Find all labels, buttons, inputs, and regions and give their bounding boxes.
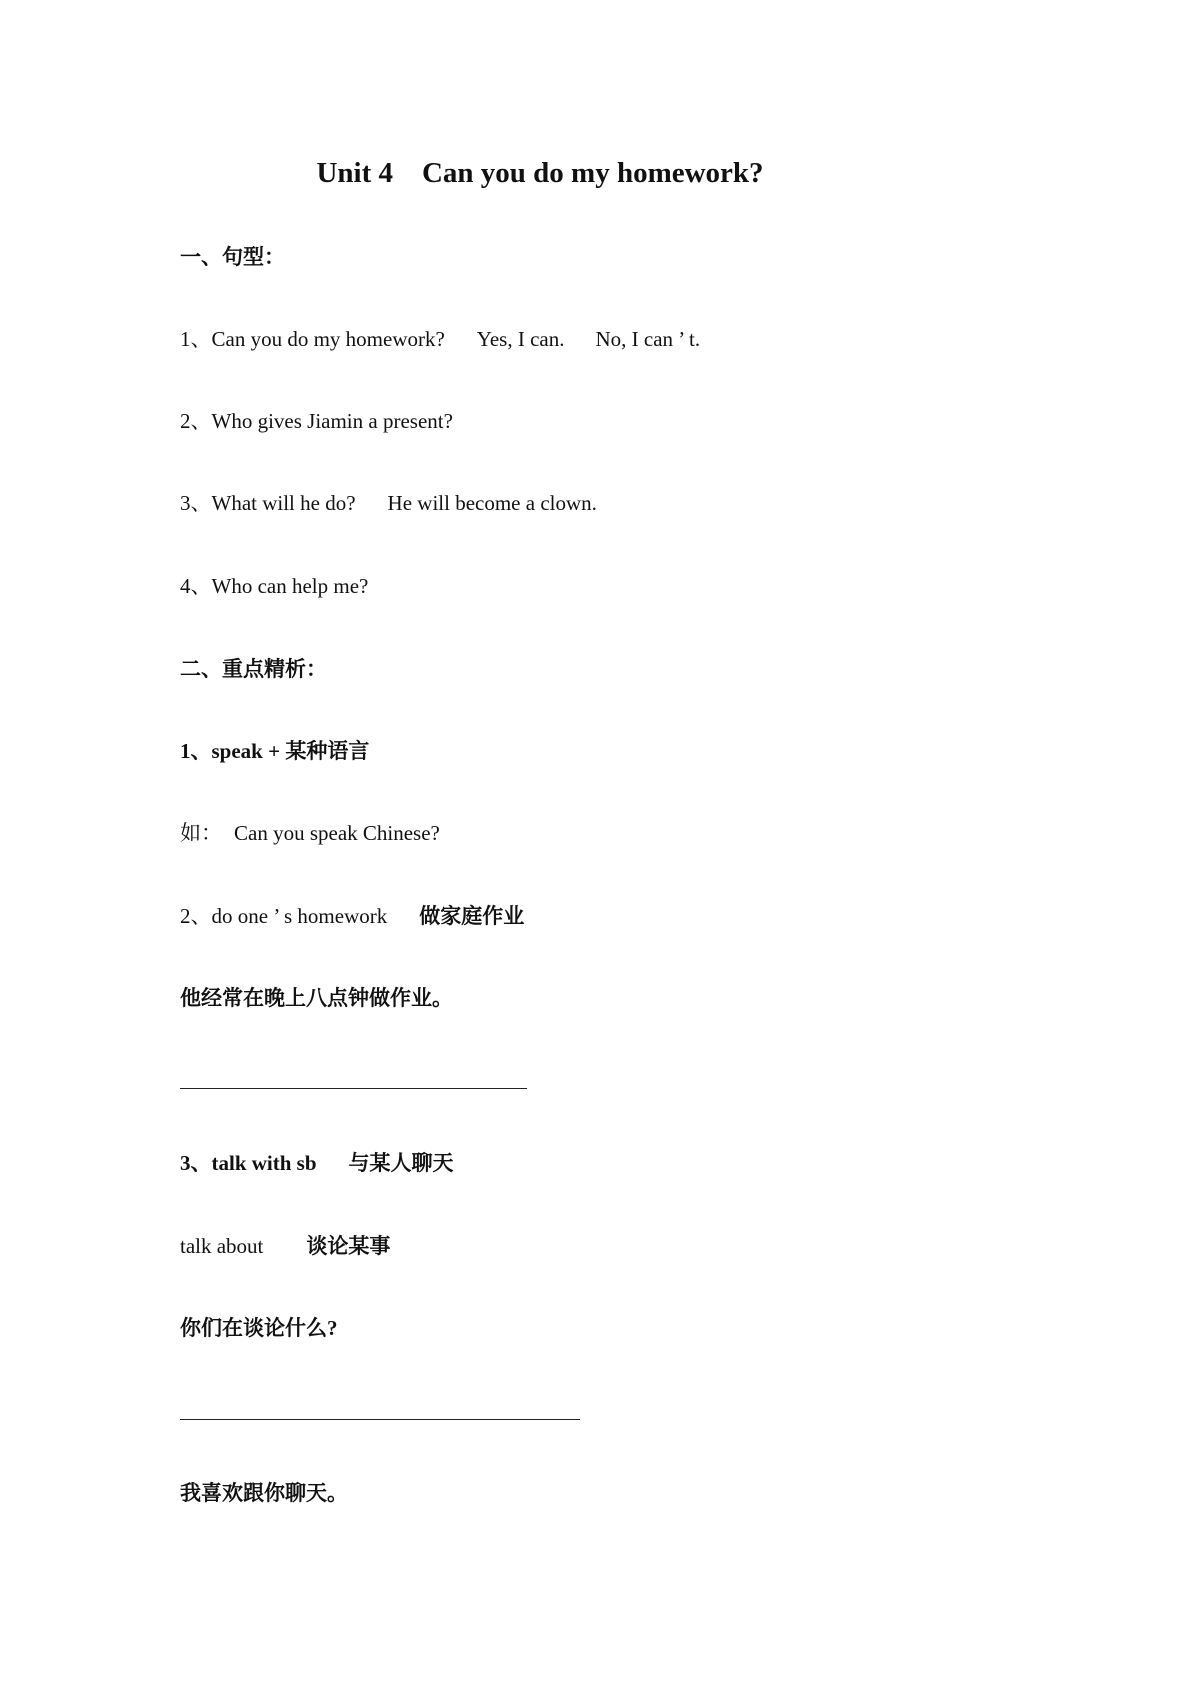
answer-blank-2[interactable]	[180, 1419, 580, 1420]
item-answer: He will become a clown.	[387, 491, 597, 515]
example-text: Can you speak Chinese?	[234, 821, 440, 845]
point-chinese: 某种语言	[285, 739, 370, 763]
example-label: 如：	[180, 821, 222, 845]
section-heading-sentence-patterns: 一、句型：	[180, 245, 285, 269]
key-point-2	[180, 902, 524, 930]
point-chinese: 做家庭作业	[419, 904, 525, 928]
point-english: talk with sb	[211, 1151, 317, 1175]
sentence-item-1	[180, 325, 700, 353]
item-text: Who can help me?	[211, 574, 369, 598]
phrase-english: talk about	[180, 1234, 264, 1258]
point-number: 1、	[180, 739, 212, 763]
key-point-1	[180, 737, 369, 765]
point-number: 3、	[180, 1151, 212, 1175]
item-text: Who gives Jiamin a present?	[211, 409, 453, 433]
translation-prompt-1: 他经常在晚上八点钟做作业。	[180, 986, 453, 1010]
item-number: 3、	[180, 491, 212, 515]
sentence-item-3	[180, 489, 597, 517]
point-english: speak +	[211, 739, 286, 763]
point-chinese: 与某人聊天	[348, 1151, 454, 1175]
item-text: What will he do?	[211, 491, 356, 515]
translation-prompt-2: 你们在谈论什么?	[180, 1316, 338, 1340]
sentence-item-2	[180, 407, 453, 435]
item-text: Can you do my homework?	[211, 327, 445, 351]
item-number: 2、	[180, 409, 212, 433]
sentence-item-4	[180, 572, 368, 600]
talk-about-line	[180, 1232, 390, 1260]
answer-blank-1[interactable]	[180, 1088, 527, 1089]
item-answer-yes: Yes, I can.	[476, 327, 565, 351]
example-line	[180, 819, 440, 847]
phrase-chinese: 谈论某事	[306, 1234, 391, 1258]
key-point-3	[180, 1149, 454, 1177]
page-title: Unit 4 Can you do my homework?	[316, 157, 764, 189]
item-number: 4、	[180, 574, 212, 598]
section-heading-key-points: 二、重点精析：	[180, 657, 327, 681]
item-number: 1、	[180, 327, 212, 351]
translation-prompt-3: 我喜欢跟你聊天。	[180, 1481, 348, 1505]
point-english: do one ’ s homework	[211, 904, 388, 928]
item-answer-no: No, I can ’ t.	[595, 327, 701, 351]
point-number: 2、	[180, 904, 212, 928]
